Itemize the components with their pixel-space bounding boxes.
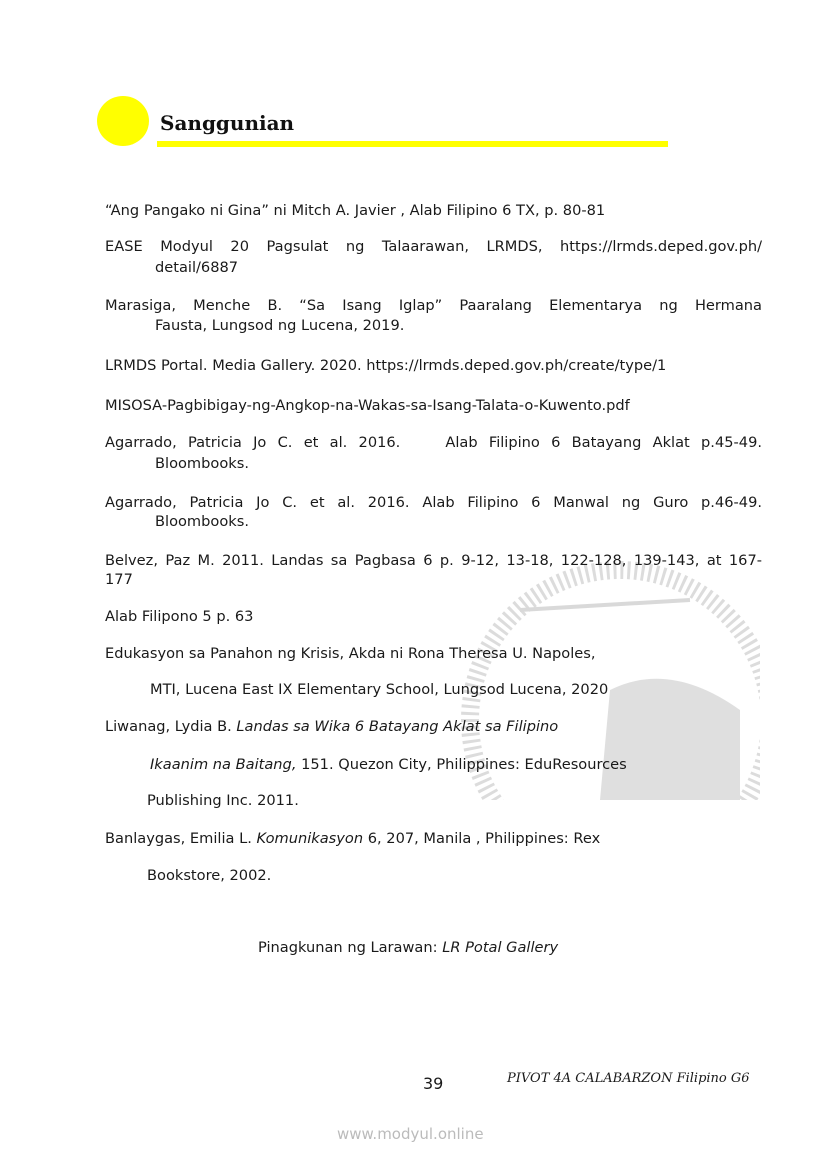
reference-1: “Ang Pangako ni Gina” ni Mitch A. Javier , Alab Filipino 6 TX, p. 80-81 (105, 202, 606, 219)
reference-11-line-2 (150, 755, 627, 775)
reference-9: Alab Filipono 5 p. 63 (105, 608, 254, 625)
book-title: Komunikasyon (256, 830, 364, 847)
page-number: 39 (423, 1074, 444, 1093)
website-watermark: www.modyul.online (337, 1125, 484, 1143)
footer-title: PIVOT 4A CALABARZON Filipino G6 (507, 1071, 750, 1086)
reference-7-line-1: Agarrado, Patricia Jo C. et al. 2016. Alab Filipino 6 Manwal ng Guro p.46-49. (105, 494, 762, 511)
section-title: Sanggunian (160, 111, 295, 135)
reference-7-line-2: Bloombooks. (155, 513, 249, 530)
reference-3-line-1: Marasiga, Menche B. “Sa Isang Iglap” Paaralang Elementarya ng Hermana (105, 297, 762, 314)
title-underline (157, 141, 668, 147)
reference-10-line-1: Edukasyon sa Panahon ng Krisis, Akda ni Rona Theresa U. Napoles, (105, 645, 596, 662)
reference-3-line-2: Fausta, Lungsod ng Lucena, 2019. (155, 317, 405, 334)
image-source-value: LR Potal Gallery (442, 939, 559, 956)
reference-6-line-2: Bloombooks. (155, 455, 249, 472)
reference-6-line-1: Agarrado, Patricia Jo C. et al. 2016. Alab Filipino 6 Batayang Aklat p.45-49. (105, 434, 762, 451)
reference-11-line-1 (105, 717, 558, 737)
reference-10-line-2: MTI, Lucena East IX Elementary School, Lungsod Lucena, 2020 (150, 681, 609, 698)
image-source (258, 938, 558, 958)
text: 6, 207, Manila , Philippines: Rex (363, 830, 601, 847)
reference-11-line-3: Publishing Inc. 2011. (147, 792, 299, 809)
text: 151. Quezon City, Philippines: EduResources (296, 756, 627, 773)
image-source-label: Pinagkunan ng Larawan: (258, 939, 443, 956)
reference-4: LRMDS Portal. Media Gallery. 2020. https://lrmds.deped.gov.ph/create/type/1 (105, 357, 667, 374)
reference-2-line-2: detail/6887 (155, 259, 239, 276)
book-title: Landas sa Wika 6 Batayang Aklat sa Filipino (236, 718, 559, 735)
reference-5: MISOSA-Pagbibigay-ng-Angkop-na-Wakas-sa-Isang-Talata-o-Kuwento.pdf (105, 397, 630, 414)
reference-12-line-1 (105, 829, 600, 849)
reference-12-line-2: Bookstore, 2002. (147, 867, 272, 884)
reference-8-line-2: 177 (105, 571, 133, 588)
reference-2-line-1: EASE Modyul 20 Pagsulat ng Talaarawan, LRMDS, https://lrmds.deped.gov.ph/ (105, 238, 762, 255)
yellow-circle-bullet (97, 96, 149, 146)
reference-8-line-1: Belvez, Paz M. 2011. Landas sa Pagbasa 6 p. 9-12, 13-18, 122-128, 139-143, at 167- (105, 552, 762, 569)
text: Banlaygas, Emilia L. (105, 830, 257, 847)
text: Liwanag, Lydia B. (105, 718, 237, 735)
book-title: Ikaanim na Baitang, (150, 756, 297, 773)
